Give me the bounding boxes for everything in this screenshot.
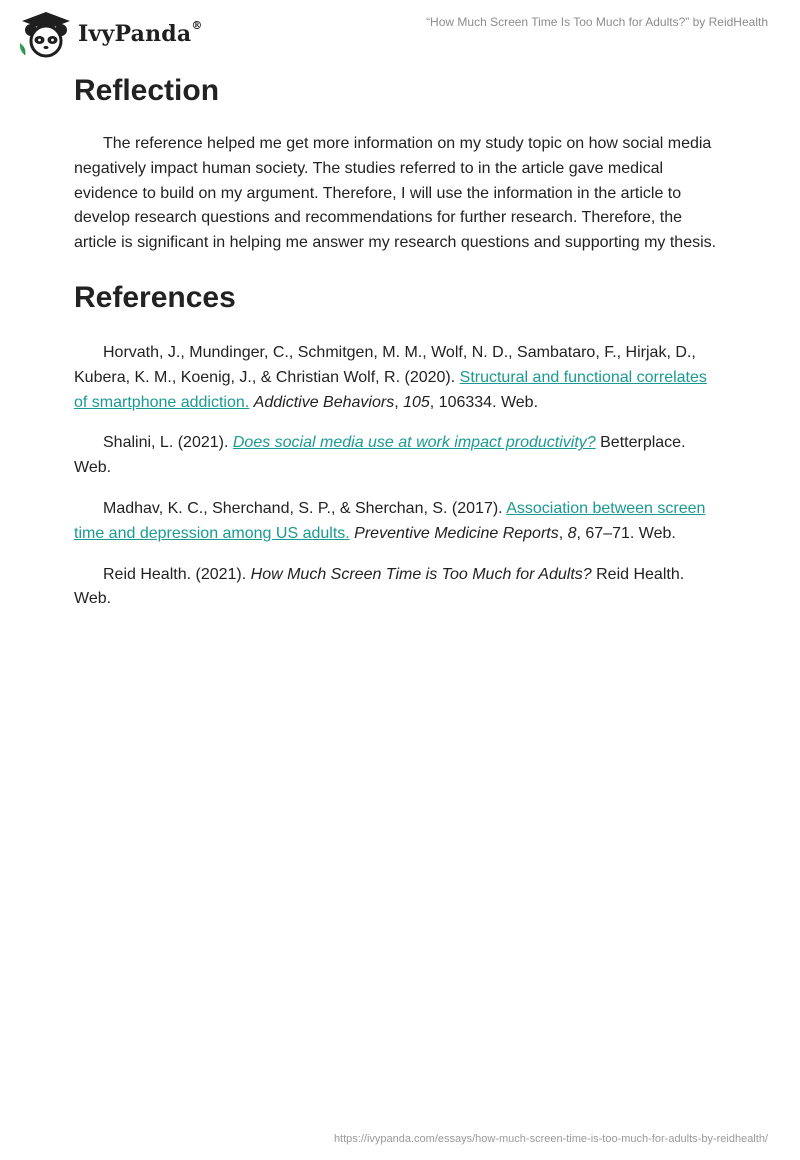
reference-item-reidhealth: Reid Health. (2021). How Much Screen Time is Too Much for Adults? Reid Health. Web. xyxy=(74,565,685,608)
reference-link-shalini[interactable]: Does social media use at work impact productivity? xyxy=(232,434,596,452)
page-header xyxy=(0,0,800,60)
references-heading: References xyxy=(74,280,236,314)
reference-item-madhav: Madhav, K. C., Sherchand, S. P., & Sherchan, S. (2017). Association between screen time and depression among US adults. Preventive Medicine Reports, 8, 67–71. Web. xyxy=(74,499,706,542)
reference-item-shalini: Shalini, L. (2021). Does social media use at work impact productivity? Betterplace. Web. xyxy=(74,434,686,477)
footer-url[interactable]: https://ivypanda.com/essays/how-much-screen-time-is-too-much-for-adults-by-reidhealth/ xyxy=(333,1133,768,1145)
document-title: “How Much Screen Time Is Too Much for Adults?” by ReidHealth xyxy=(426,15,768,29)
ivypanda-logo[interactable] xyxy=(16,9,203,59)
document-content xyxy=(74,70,720,612)
reference-link-horvath[interactable]: Structural and functional correlates of smartphone addiction. xyxy=(74,368,707,411)
reflection-heading: Reflection xyxy=(74,74,220,107)
reference-link-madhav[interactable]: Association between screen time and depression among US adults. xyxy=(74,499,706,542)
logo-text: IvyPanda® xyxy=(78,19,203,47)
reference-item-horvath: Horvath, J., Mundinger, C., Schmitgen, M. M., Wolf, N. D., Sambataro, F., Hirjak, D., Kubera, K. M., Koenig, J., & Christian Wolf, R. (2020). Structural and functional correlates of smartphone addiction. Addictive Behaviors, 105, 106334. Web. xyxy=(74,343,707,411)
panda-icon xyxy=(16,9,74,59)
reflection-paragraph: The reference helped me get more information on my study topic on how social media negatively impact human society. The studies referred to in the article gave medical evidence to build on my argument. Therefore, I will use the information in the article to develop research questions and recommendations for further research. Therefore, the article is significant in helping me answer my research questions and supporting my thesis. xyxy=(74,135,717,252)
